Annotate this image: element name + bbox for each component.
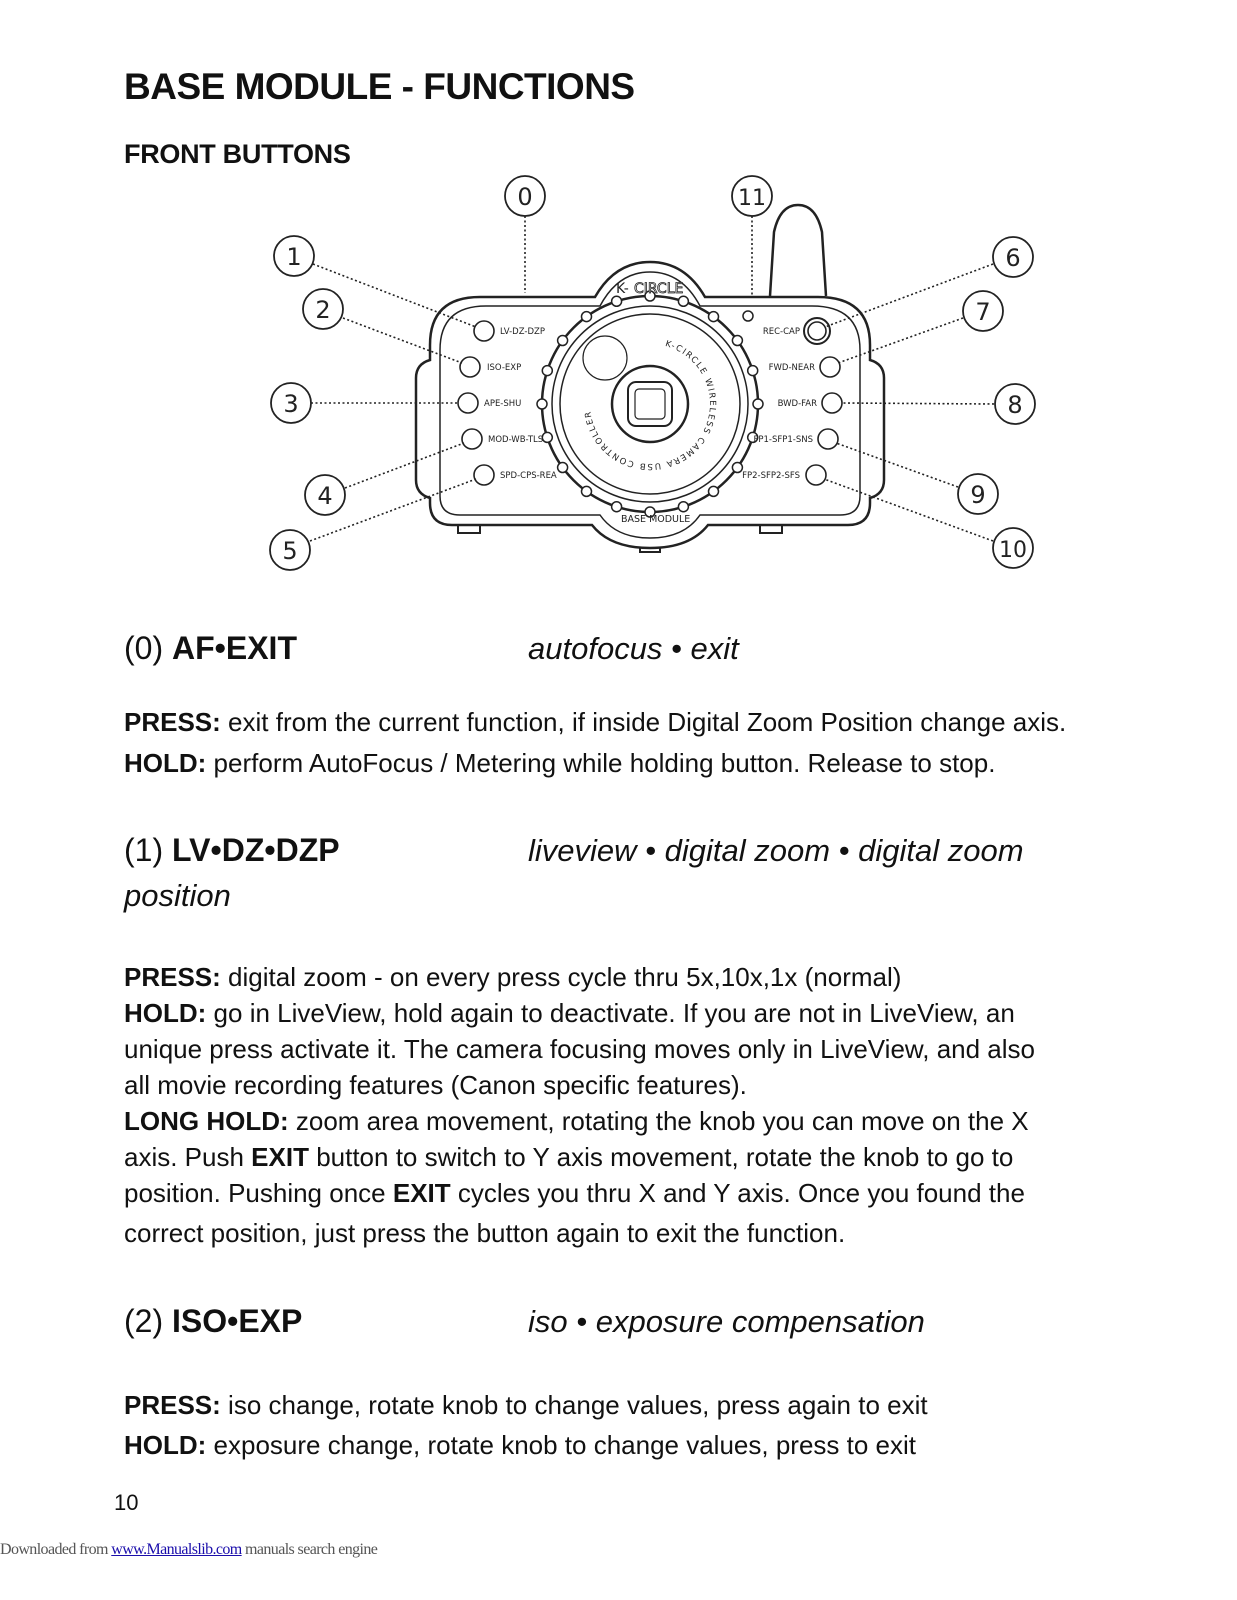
button-1 (474, 321, 494, 341)
footer-suffix: manuals search engine (241, 1541, 378, 1558)
left-button-label-1: LV-DZ-DZP (500, 327, 545, 337)
knob-scallop (732, 463, 742, 473)
right-button-label-8: BWD-FAR (777, 399, 817, 409)
footer (0, 1541, 377, 1559)
callout-label-5: 5 (282, 537, 298, 565)
knob-ring (542, 296, 758, 512)
callout-label-8: 8 (1007, 391, 1023, 419)
callout-label-11: 11 (738, 186, 766, 211)
knob-scallop (542, 366, 552, 376)
button-4 (462, 429, 482, 449)
right-button-label-6: REC-CAP (762, 327, 800, 337)
callout-label-3: 3 (283, 390, 299, 418)
knob-scallop (753, 399, 763, 409)
function-1-subtitle: liveview • digital zoom • digital zoom (528, 833, 1024, 868)
function-0-hold: HOLD: perform AutoFocus / Metering while holding button. Release to stop. (124, 748, 996, 778)
function-1-long-line3: position. Pushing once EXIT cycles you thru X and Y axis. Once you found the (124, 1178, 1025, 1208)
button-3 (458, 393, 478, 413)
base-module-diagram (0, 0, 1237, 600)
svg-text:K-CIRCLE WIRELESS CAMERA USB (583, 339, 717, 471)
function-1-subtitle-cont: position (124, 878, 231, 913)
footer-prefix: Downloaded from (0, 1541, 112, 1558)
function-0-subtitle: autofocus • exit (528, 631, 739, 666)
right-button-label-7: FWD-NEAR (768, 363, 815, 373)
button-2 (460, 357, 480, 377)
function-2-subtitle: iso • exposure compensation (528, 1304, 925, 1339)
callout-label-0: 0 (517, 183, 533, 211)
right-button-label-9: FP1-SFP1-SNS (753, 435, 813, 445)
function-1-heading: (1) LV•DZ•DZP (124, 832, 340, 868)
page-title: BASE MODULE - FUNCTIONS (124, 66, 635, 107)
ring-text: K-CIRCLE WIRELESS CAMERA USB CONTROLLER (583, 339, 717, 472)
knob-scallop (558, 336, 568, 346)
callout-label-2: 2 (315, 296, 331, 324)
callout-label-4: 4 (317, 482, 333, 510)
module-label: BASE MODULE (621, 514, 691, 525)
antenna-icon (770, 205, 826, 296)
function-0-press: PRESS: exit from the current function, if inside Digital Zoom Position change axis. (124, 707, 1067, 737)
function-1-long-line4: correct position, just press the button again to exit the function. (124, 1218, 846, 1248)
knob-scallop (709, 486, 719, 496)
callout-label-10: 10 (999, 538, 1027, 563)
knob-scallop (748, 366, 758, 376)
knob-scallop (558, 463, 568, 473)
knob-scallop (582, 486, 592, 496)
led-icon (743, 311, 753, 321)
section-title: FRONT BUTTONS (124, 139, 351, 169)
brand-k: K- (616, 281, 629, 297)
knob-icon (612, 366, 688, 442)
brand-circle: CIRCLE (634, 281, 684, 297)
function-1-long-line2: axis. Push EXIT button to switch to Y axis movement, rotate the knob to go to (124, 1142, 1014, 1172)
knob-scallop (537, 399, 547, 409)
function-2-hold: HOLD: exposure change, rotate knob to change values, press to exit (124, 1430, 916, 1460)
knob-scallop (732, 336, 742, 346)
left-button-label-3: APE-SHU (484, 399, 522, 409)
page-number: 10 (114, 1490, 139, 1515)
knob-scallop (678, 502, 688, 512)
function-1-hold-line3: all movie recording features (Canon specific features). (124, 1070, 747, 1100)
function-1-long-hold: LONG HOLD: zoom area movement, rotating the knob you can move on the X (124, 1106, 1029, 1136)
left-button-label-5: SPD-CPS-REA (500, 471, 557, 481)
knob-scallop (612, 296, 622, 306)
knob-scallop (582, 312, 592, 322)
right-button-label-10: FP2-SFP2-SFS (742, 471, 800, 481)
callout-label-9: 9 (970, 481, 986, 509)
function-2-press: PRESS: iso change, rotate knob to change values, press again to exit (124, 1390, 928, 1420)
callout-label-6: 6 (1005, 244, 1021, 272)
knob-scallop (542, 432, 552, 442)
callout-label-1: 1 (286, 243, 302, 271)
knob-scallop (678, 296, 688, 306)
function-0-heading: (0) AF•EXIT (124, 630, 297, 666)
button-7 (820, 357, 840, 377)
function-1-press: PRESS: digital zoom - on every press cycle thru 5x,10x,1x (normal) (124, 962, 902, 992)
button-9 (818, 429, 838, 449)
button-10 (806, 465, 826, 485)
button-8 (822, 393, 842, 413)
left-button-label-4: MOD-WB-TLS (488, 435, 544, 445)
function-1-hold: HOLD: go in LiveView, hold again to deactivate. If you are not in LiveView, an (124, 998, 1015, 1028)
knob-scallop (612, 502, 622, 512)
function-1-hold-line2: unique press activate it. The camera focusing moves only in LiveView, and also (124, 1034, 1035, 1064)
left-button-label-2: ISO-EXP (487, 363, 522, 373)
callout-label-7: 7 (975, 298, 991, 326)
function-2-heading: (2) ISO•EXP (124, 1303, 303, 1339)
button-5 (474, 465, 494, 485)
knob-scallop (709, 312, 719, 322)
manualslib-link[interactable]: www.Manualslib.com (111, 1541, 242, 1558)
